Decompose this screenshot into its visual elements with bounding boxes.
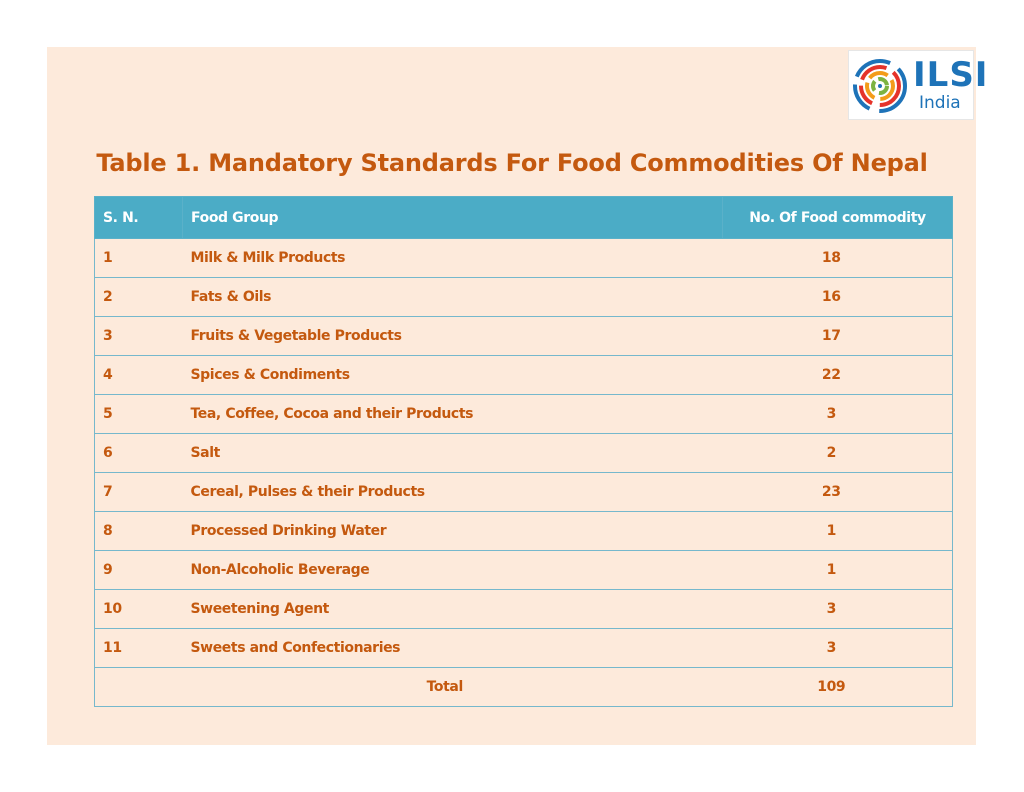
cell-commodity-count: 1 <box>723 551 953 590</box>
cell-commodity-count: 23 <box>723 473 953 512</box>
table-total-row <box>95 668 953 707</box>
cell-food-group: Salt <box>183 434 723 473</box>
header-sn: S. N. <box>95 197 183 239</box>
table-header-row <box>95 197 953 239</box>
cell-food-group: Sweets and Confectionaries <box>183 629 723 668</box>
cell-food-group: Fats & Oils <box>183 278 723 317</box>
cell-sn: 6 <box>95 434 183 473</box>
table-row <box>95 239 953 278</box>
cell-sn: 7 <box>95 473 183 512</box>
cell-commodity-count: 3 <box>723 395 953 434</box>
total-count: 109 <box>723 668 953 707</box>
header-commodity-count: No. Of Food commodity <box>723 197 953 239</box>
total-label: Total <box>95 668 723 707</box>
table-row <box>95 512 953 551</box>
table-row <box>95 473 953 512</box>
cell-food-group: Fruits & Vegetable Products <box>183 317 723 356</box>
cell-food-group: Milk & Milk Products <box>183 239 723 278</box>
food-standards-table <box>94 196 953 707</box>
cell-commodity-count: 17 <box>723 317 953 356</box>
cell-commodity-count: 3 <box>723 629 953 668</box>
ilsi-india-logo <box>848 50 989 120</box>
page-title: Table 1. Mandatory Standards For Food Commodities Of Nepal <box>96 149 928 177</box>
cell-sn: 10 <box>95 590 183 629</box>
cell-food-group: Cereal, Pulses & their Products <box>183 473 723 512</box>
cell-food-group: Processed Drinking Water <box>183 512 723 551</box>
ilsi-rings-icon <box>849 51 913 121</box>
cell-food-group: Non-Alcoholic Beverage <box>183 551 723 590</box>
cell-commodity-count: 16 <box>723 278 953 317</box>
table-row <box>95 434 953 473</box>
cell-food-group: Sweetening Agent <box>183 590 723 629</box>
cell-sn: 4 <box>95 356 183 395</box>
table-row <box>95 590 953 629</box>
cell-commodity-count: 18 <box>723 239 953 278</box>
cell-commodity-count: 22 <box>723 356 953 395</box>
header-food-group: Food Group <box>183 197 723 239</box>
cell-sn: 11 <box>95 629 183 668</box>
cell-commodity-count: 2 <box>723 434 953 473</box>
cell-food-group: Spices & Condiments <box>183 356 723 395</box>
cell-commodity-count: 1 <box>723 512 953 551</box>
cell-sn: 1 <box>95 239 183 278</box>
table-row <box>95 317 953 356</box>
table-row <box>95 629 953 668</box>
cell-sn: 9 <box>95 551 183 590</box>
cell-commodity-count: 3 <box>723 590 953 629</box>
logo-subtitle: India <box>919 93 961 113</box>
table-row <box>95 395 953 434</box>
table-row <box>95 356 953 395</box>
cell-sn: 5 <box>95 395 183 434</box>
cell-sn: 8 <box>95 512 183 551</box>
table-row <box>95 278 953 317</box>
cell-sn: 3 <box>95 317 183 356</box>
table-row <box>95 551 953 590</box>
cell-food-group: Tea, Coffee, Cocoa and their Products <box>183 395 723 434</box>
logo-name: ILSI <box>913 55 989 95</box>
cell-sn: 2 <box>95 278 183 317</box>
